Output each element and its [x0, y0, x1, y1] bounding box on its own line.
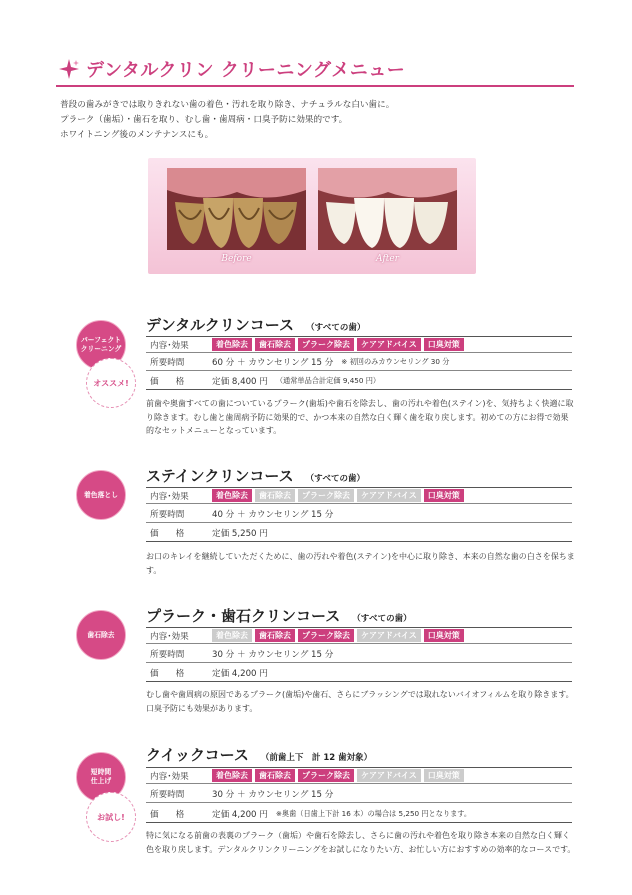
- course-badge: 短時間 仕上げ: [76, 752, 126, 802]
- course-description: むし歯や歯周病の原因であるプラーク(歯垢)や歯石、さらにブラッシングでは取れないバイオフィルムを取り除きます。口臭予防にも効果があります。: [146, 690, 574, 713]
- after-teeth-photo: [318, 168, 457, 250]
- tag-plaque-removal: プラーク除去: [298, 489, 354, 502]
- effect-row: 内容･効果 着色除去 歯石除去 プラーク除去 ケアアドバイス 口臭対策: [146, 336, 572, 353]
- price-row: 価 格 定価 8,400 円 （通常単品合計定価 9,450 円）: [146, 373, 572, 390]
- tag-plaque-removal: プラーク除去: [298, 769, 354, 782]
- title-row: [58, 56, 405, 82]
- tag-breath-care: 口臭対策: [424, 489, 464, 502]
- tag-list: [212, 629, 467, 642]
- before-caption: Before: [221, 254, 252, 264]
- course-title: プラーク・歯石クリンコース （すべての歯）: [146, 607, 412, 625]
- tag-tartar-removal: 歯石除去: [255, 629, 295, 642]
- tag-tartar-removal: 歯石除去: [255, 489, 295, 502]
- tag-list: [212, 338, 467, 351]
- tag-breath-care: 口臭対策: [424, 769, 464, 782]
- intro-text: [60, 98, 394, 143]
- time-row: 所要時間 40 分 ＋ カウンセリング 15 分: [146, 506, 572, 523]
- effect-row: 内容･効果 着色除去 歯石除去 プラーク除去 ケアアドバイス 口臭対策: [146, 767, 572, 784]
- title-divider: [56, 85, 574, 87]
- time-row: 所要時間 30 分 ＋ カウンセリング 15 分: [146, 786, 572, 803]
- before-after-panel: [148, 158, 476, 274]
- tag-breath-care: 口臭対策: [424, 629, 464, 642]
- tag-care-advice: ケアアドバイス: [357, 489, 421, 502]
- tag-stain-removal: 着色除去: [212, 338, 252, 351]
- course-description: 特に気になる前歯の表裏のプラーク（歯垢）や歯石を除去し、さらに歯の汚れや着色を取り除き本来の自然な白く輝く色を取り戻します。デンタルクリンクリーニングをお試しになりたい方、お忙しい方におすすめの効率的なコースです。: [146, 831, 576, 854]
- tag-tartar-removal: 歯石除去: [255, 769, 295, 782]
- tag-tartar-removal: 歯石除去: [255, 338, 295, 351]
- tag-breath-care: 口臭対策: [424, 338, 464, 351]
- course-title: デンタルクリンコース （すべての歯）: [146, 316, 366, 334]
- recommend-badge: オススメ!: [86, 358, 136, 408]
- tag-care-advice: ケアアドバイス: [357, 629, 421, 642]
- tag-list: [212, 769, 467, 782]
- tag-stain-removal: 着色除去: [212, 629, 252, 642]
- intro-line: プラーク（歯垢）・歯石を取り、むし歯・歯周病・口臭予防に効果的です。: [60, 115, 348, 125]
- page-title: デンタルクリン クリーニングメニュー: [86, 60, 406, 81]
- tag-stain-removal: 着色除去: [212, 489, 252, 502]
- time-row: 所要時間 60 分 ＋ カウンセリング 15 分 ※ 初回のみカウンセリング 30 分: [146, 354, 572, 371]
- course-description: お口のキレイを継続していただくために、歯の汚れや着色(ステイン)を中心に取り除き、本来の自然な歯の白さを保ちます。: [146, 552, 575, 575]
- sparkle-icon: [58, 58, 80, 80]
- price-row: 価 格 定価 5,250 円: [146, 525, 572, 542]
- trial-badge: お試し!: [86, 792, 136, 842]
- tag-list: [212, 489, 467, 502]
- course-badge: パーフェクト クリーニング: [76, 320, 126, 370]
- tag-care-advice: ケアアドバイス: [357, 769, 421, 782]
- tag-plaque-removal: プラーク除去: [298, 338, 354, 351]
- intro-line: 普段の歯みがきでは取りきれない歯の着色・汚れを取り除き、ナチュラルな白い歯に。: [60, 100, 395, 110]
- tag-plaque-removal: プラーク除去: [298, 629, 354, 642]
- intro-line: ホワイトニング後のメンテナンスにも。: [60, 130, 214, 140]
- time-row: 所要時間 30 分 ＋ カウンセリング 15 分: [146, 646, 572, 663]
- course-badge: 歯石除去: [76, 610, 126, 660]
- tag-stain-removal: 着色除去: [212, 769, 252, 782]
- course-title: ステインクリンコース （すべての歯）: [146, 467, 365, 485]
- effect-row: 内容･効果 着色除去 歯石除去 プラーク除去 ケアアドバイス 口臭対策: [146, 487, 572, 504]
- before-teeth-photo: [167, 168, 306, 250]
- after-caption: After: [376, 254, 399, 264]
- course-title: クイックコース （前歯上下 計 12 歯対象）: [146, 746, 373, 764]
- course-badge: 着色落とし: [76, 470, 126, 520]
- tag-care-advice: ケアアドバイス: [357, 338, 421, 351]
- effect-row: 内容･効果 着色除去 歯石除去 プラーク除去 ケアアドバイス 口臭対策: [146, 627, 572, 644]
- course-description: 前歯や奥歯すべての歯についているプラーク(歯垢)や歯石を除去し、歯の汚れや着色(ステイン)を、気持ちよく快適に取り除きます。むし歯と歯周病予防に効果的で、かつ本来の自然な白く輝く歯を取り戻します。初めての方にお得で効果的なセットメニューとなっています。: [146, 399, 574, 435]
- price-row: 価 格 定価 4,200 円 ※奥歯（日歯上下計 16 本）の場合は 5,250 円となります。: [146, 806, 572, 823]
- price-row: 価 格 定価 4,200 円: [146, 665, 572, 682]
